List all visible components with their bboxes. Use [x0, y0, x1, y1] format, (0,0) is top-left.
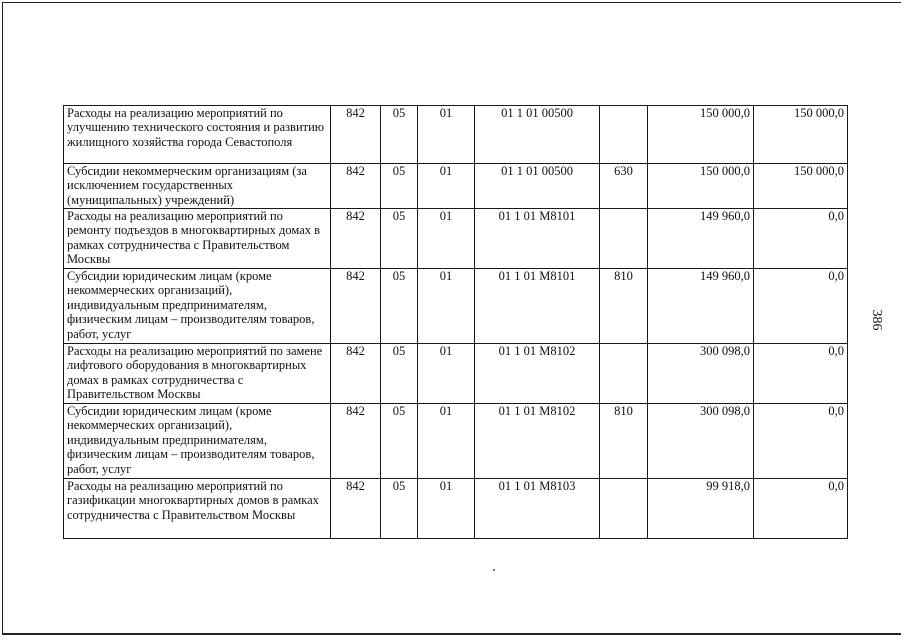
- row-description: Расходы на реализацию мероприятий по замене лифтового оборудования в многоквартирных домах в рамках сотрудничества с Правительством Москвы: [64, 344, 331, 404]
- subsection-cell: 01: [418, 404, 475, 479]
- table-row: [64, 269, 848, 344]
- amount-1-cell: 300 098,0: [648, 344, 754, 404]
- row-description: Расходы на реализацию мероприятий по газификации многоквартирных домов в рамках сотрудничества с Правительством Москвы: [64, 479, 331, 539]
- target-article-cell: 01 1 01 M8101: [475, 269, 600, 344]
- row-description: Расходы на реализацию мероприятий по улучшению технического состояния и развитию жилищного хозяйства города Севастополя: [64, 106, 331, 164]
- budget-table-body: [64, 106, 848, 539]
- scan-speck: [493, 569, 495, 571]
- amount-2-cell: 150 000,0: [754, 164, 848, 209]
- row-description: Расходы на реализацию мероприятий по ремонту подъездов в многоквартирных домах в рамках сотрудничества с Правительством Москвы: [64, 209, 331, 269]
- section-cell: 05: [381, 106, 418, 164]
- section-cell: 05: [381, 404, 418, 479]
- target-article-cell: 01 1 01 M8101: [475, 209, 600, 269]
- target-article-cell: 01 1 01 M8102: [475, 344, 600, 404]
- amount-2-cell: 150 000,0: [754, 106, 848, 164]
- target-article-cell: 01 1 01 00500: [475, 106, 600, 164]
- section-cell: 05: [381, 209, 418, 269]
- expense-type-cell: [600, 106, 648, 164]
- ministry-code-cell: 842: [331, 209, 381, 269]
- table-row: [64, 344, 848, 404]
- section-cell: 05: [381, 479, 418, 539]
- ministry-code-cell: 842: [331, 269, 381, 344]
- expense-type-cell: 810: [600, 269, 648, 344]
- section-cell: 05: [381, 269, 418, 344]
- target-article-cell: 01 1 01 M8103: [475, 479, 600, 539]
- expense-type-cell: [600, 479, 648, 539]
- ministry-code-cell: 842: [331, 106, 381, 164]
- table-row: [64, 209, 848, 269]
- table-row: [64, 404, 848, 479]
- section-cell: 05: [381, 164, 418, 209]
- amount-1-cell: 150 000,0: [648, 164, 754, 209]
- subsection-cell: 01: [418, 164, 475, 209]
- subsection-cell: 01: [418, 344, 475, 404]
- section-cell: 05: [381, 344, 418, 404]
- page-number: 386: [869, 309, 884, 331]
- ministry-code-cell: 842: [331, 344, 381, 404]
- row-description: Субсидии юридическим лицам (кроме некоммерческих организаций), индивидуальным предпринимателям, физическим лицам – производителям товаров, работ, услуг: [64, 269, 331, 344]
- ministry-code-cell: 842: [331, 404, 381, 479]
- row-description: Субсидии некоммерческим организациям (за исключением государственных (муниципальных) учреждений): [64, 164, 331, 209]
- amount-1-cell: 300 098,0: [648, 404, 754, 479]
- subsection-cell: 01: [418, 479, 475, 539]
- target-article-cell: 01 1 01 M8102: [475, 404, 600, 479]
- amount-1-cell: 150 000,0: [648, 106, 754, 164]
- amount-1-cell: 149 960,0: [648, 269, 754, 344]
- target-article-cell: 01 1 01 00500: [475, 164, 600, 209]
- ministry-code-cell: 842: [331, 479, 381, 539]
- subsection-cell: 01: [418, 269, 475, 344]
- expense-type-cell: 810: [600, 404, 648, 479]
- table-row: [64, 479, 848, 539]
- table-row: [64, 106, 848, 164]
- amount-2-cell: 0,0: [754, 344, 848, 404]
- expense-type-cell: [600, 344, 648, 404]
- table-row: [64, 164, 848, 209]
- amount-1-cell: 99 918,0: [648, 479, 754, 539]
- row-description: Субсидии юридическим лицам (кроме некоммерческих организаций), индивидуальным предпринимателям, физическим лицам – производителям товаров, работ, услуг: [64, 404, 331, 479]
- amount-1-cell: 149 960,0: [648, 209, 754, 269]
- amount-2-cell: 0,0: [754, 209, 848, 269]
- ministry-code-cell: 842: [331, 164, 381, 209]
- expense-type-cell: 630: [600, 164, 648, 209]
- subsection-cell: 01: [418, 209, 475, 269]
- amount-2-cell: 0,0: [754, 479, 848, 539]
- expense-type-cell: [600, 209, 648, 269]
- budget-table: [63, 105, 848, 539]
- subsection-cell: 01: [418, 106, 475, 164]
- amount-2-cell: 0,0: [754, 404, 848, 479]
- amount-2-cell: 0,0: [754, 269, 848, 344]
